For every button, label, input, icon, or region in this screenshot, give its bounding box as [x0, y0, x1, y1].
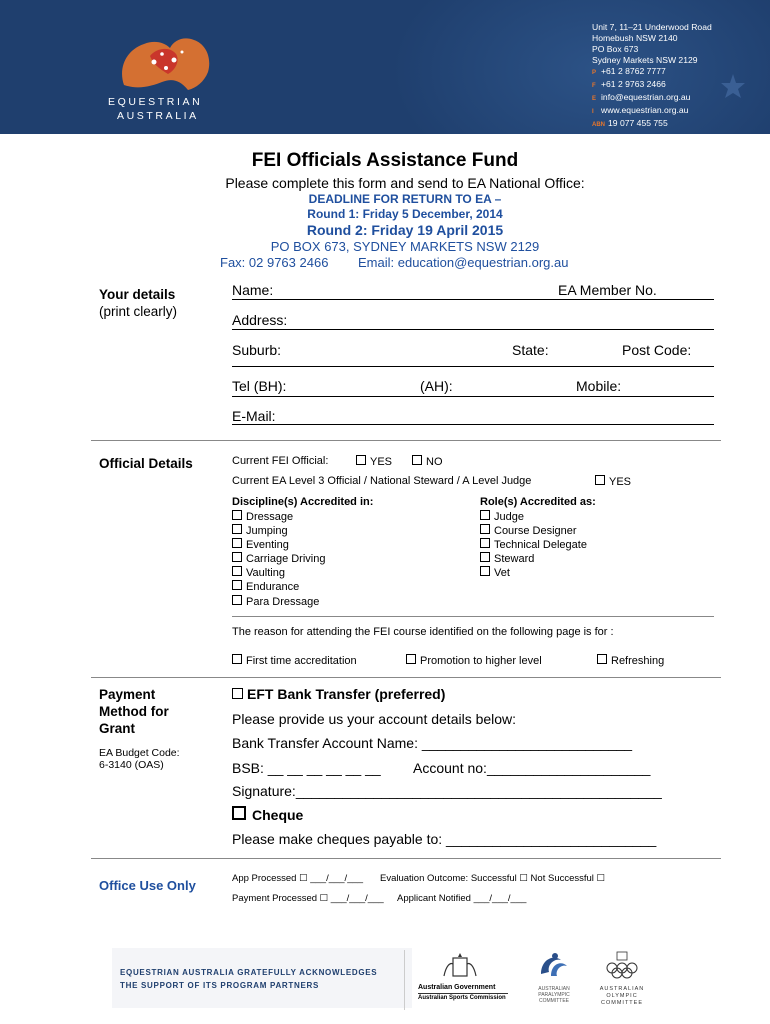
- partners-acknowledgement: EQUESTRIAN AUSTRALIA GRATEFULLY ACKNOWLEDGES THE SUPPORT OF ITS PROGRAM PARTNERS: [120, 968, 378, 990]
- address-line: Sydney Markets NSW 2129: [592, 55, 698, 65]
- email-line: Email: education@equestrian.org.au: [358, 255, 569, 270]
- address-line: PO Box 673: [592, 44, 639, 54]
- disciplines-heading: Discipline(s) Accredited in:: [232, 496, 374, 508]
- round1-deadline: Round 1: Friday 5 December, 2014: [307, 207, 503, 221]
- checkbox-icon: [480, 524, 490, 534]
- reason-promotion[interactable]: Promotion to higher level: [406, 654, 542, 667]
- tel-ah-label: (AH):: [420, 378, 453, 394]
- gov-line1: Australian Government: [418, 984, 496, 991]
- account-name-field[interactable]: Bank Transfer Account Name: ___________________________: [232, 735, 633, 751]
- fei-no-option[interactable]: NO: [412, 455, 443, 468]
- po-box: PO BOX 673, SYDNEY MARKETS NSW 2129: [270, 239, 540, 254]
- reason-text: The reason for attending the FEI course identified on the following page is for :: [232, 626, 614, 638]
- org-name-line1: EQUESTRIAN: [108, 96, 203, 108]
- suburb-field[interactable]: [232, 366, 714, 367]
- mobile-label: Mobile:: [576, 378, 622, 394]
- evaluation-outcome: Evaluation Outcome: Successful ☐ Not Successful ☐: [380, 873, 606, 884]
- coat-of-arms-icon: [440, 952, 480, 982]
- instruction-text: Please complete this form and send to EA National Office:: [225, 175, 585, 191]
- postcode-label: Post Code:: [622, 342, 692, 358]
- checkbox-icon: [232, 688, 243, 699]
- app-processed: App Processed ☐ ___/___/___: [232, 873, 364, 884]
- olympic-rings-icon: [602, 950, 642, 984]
- discipline-vaulting[interactable]: Vaulting: [232, 566, 325, 580]
- section-divider: [232, 616, 714, 617]
- roles-heading: Role(s) Accredited as:: [480, 496, 596, 508]
- role-course-designer[interactable]: Course Designer: [480, 524, 587, 538]
- checkbox-icon: [232, 595, 242, 605]
- payment-processed: Payment Processed ☐ ___/___/___: [232, 893, 384, 904]
- olympic-text: AUSTRALIAN OLYMPIC COMMITTEE: [599, 986, 645, 1006]
- name-field[interactable]: [232, 299, 714, 300]
- checkbox-icon: [232, 654, 242, 664]
- section-divider: [91, 858, 721, 859]
- phone-key: P: [592, 70, 597, 76]
- reason-refreshing[interactable]: Refreshing: [597, 654, 664, 667]
- discipline-jumping[interactable]: Jumping: [232, 524, 325, 538]
- round2-deadline: Round 2: Friday 19 April 2015: [306, 222, 504, 238]
- section-divider: [91, 440, 721, 441]
- account-number-field[interactable]: Account no:_____________________: [413, 760, 651, 776]
- checkbox-icon: [232, 566, 242, 576]
- email-key: E: [592, 96, 597, 102]
- paralympic-text: AUSTRALIAN PARALYMPIC COMMITTEE: [538, 986, 570, 1004]
- your-details-heading: Your details: [99, 287, 176, 302]
- fei-yes-option[interactable]: YES: [356, 455, 392, 468]
- account-details-note: Please provide us your account details below:: [232, 711, 517, 727]
- disciplines-list: [232, 510, 325, 609]
- gov-rule: [418, 993, 508, 994]
- star-icon: [718, 72, 748, 102]
- member-no-label: EA Member No.: [558, 282, 657, 298]
- name-label: Name:: [232, 282, 274, 298]
- gov-line2: Australian Sports Commission: [418, 995, 506, 1001]
- abn-key: ABN: [592, 122, 605, 128]
- current-fei-label: Current FEI Official:: [232, 455, 329, 467]
- checkbox-icon: [232, 538, 242, 548]
- checkbox-icon: [232, 510, 242, 520]
- suburb-label: Suburb:: [232, 342, 282, 358]
- checkbox-icon: [406, 654, 416, 664]
- discipline-endurance[interactable]: Endurance: [232, 580, 325, 594]
- payment-heading: Payment Method for Grant: [99, 687, 169, 736]
- checkbox-icon: [232, 552, 242, 562]
- header-email: info@equestrian.org.au: [601, 92, 691, 102]
- email-label: E-Mail:: [232, 408, 276, 424]
- address-label: Address:: [232, 312, 288, 328]
- deadline-heading: DEADLINE FOR RETURN TO EA –: [308, 192, 502, 206]
- discipline-eventing[interactable]: Eventing: [232, 538, 325, 552]
- bsb-field[interactable]: BSB: __ __ __ __ __ __: [232, 760, 381, 776]
- letterhead-banner: [0, 0, 770, 134]
- budget-code: EA Budget Code: 6-3140 (OAS): [99, 747, 180, 771]
- reason-first-time[interactable]: First time accreditation: [232, 654, 357, 667]
- phone-number: +61 2 8762 7777: [601, 66, 666, 76]
- role-steward[interactable]: Steward: [480, 552, 587, 566]
- discipline-para-dressage[interactable]: Para Dressage: [232, 595, 325, 609]
- checkbox-icon: [232, 806, 246, 820]
- fax-line: Fax: 02 9763 2466: [220, 255, 329, 270]
- role-technical-delegate[interactable]: Technical Delegate: [480, 538, 587, 552]
- cheque-payable-field[interactable]: Please make cheques payable to: ___________________________: [232, 831, 657, 847]
- checkbox-icon: [480, 566, 490, 576]
- form-title: FEI Officials Assistance Fund: [251, 150, 519, 171]
- address-line: Homebush NSW 2140: [592, 33, 678, 43]
- cheque-option[interactable]: Cheque: [232, 806, 303, 823]
- address-field[interactable]: [232, 329, 714, 330]
- web-key: I: [592, 109, 594, 115]
- email-field[interactable]: [232, 424, 714, 425]
- address-line: Unit 7, 11–21 Underwood Road: [592, 22, 712, 32]
- office-use-heading: Office Use Only: [99, 878, 196, 893]
- checkbox-icon: [480, 510, 490, 520]
- role-judge[interactable]: Judge: [480, 510, 587, 524]
- official-details-heading: Official Details: [99, 456, 193, 471]
- checkbox-icon: [595, 475, 605, 485]
- level3-label: Current EA Level 3 Official / National Steward / A Level Judge: [232, 475, 532, 487]
- office-address-block: [592, 22, 712, 131]
- signature-field[interactable]: Signature:_______________________________________________: [232, 783, 662, 799]
- eft-option[interactable]: EFT Bank Transfer (preferred): [232, 686, 445, 702]
- footer-divider: [404, 950, 405, 1010]
- checkbox-icon: [412, 455, 422, 465]
- print-clearly-note: (print clearly): [99, 304, 178, 319]
- fax-key: F: [592, 83, 596, 89]
- discipline-dressage[interactable]: Dressage: [232, 510, 325, 524]
- checkbox-icon: [232, 524, 242, 534]
- equestrian-australia-logo: [110, 30, 220, 98]
- org-name-line2: AUSTRALIA: [117, 110, 199, 122]
- section-divider: [91, 677, 721, 678]
- roles-list: [480, 510, 587, 580]
- phone-field[interactable]: [232, 396, 714, 397]
- applicant-notified: Applicant Notified ___/___/___: [397, 893, 527, 904]
- checkbox-icon: [480, 538, 490, 548]
- abn-number: 19 077 455 755: [608, 118, 668, 128]
- level3-yes-option[interactable]: YES: [595, 475, 631, 488]
- checkbox-icon: [356, 455, 366, 465]
- checkbox-icon: [597, 654, 607, 664]
- paralympic-logo-icon: [535, 950, 571, 982]
- discipline-carriage-driving[interactable]: Carriage Driving: [232, 552, 325, 566]
- header-website: www.equestrian.org.au: [601, 105, 689, 115]
- state-label: State:: [512, 342, 549, 358]
- tel-bh-label: Tel (BH):: [232, 378, 287, 394]
- fax-number: +61 2 9763 2466: [601, 79, 666, 89]
- role-vet[interactable]: Vet: [480, 566, 587, 580]
- checkbox-icon: [480, 552, 490, 562]
- checkbox-icon: [232, 580, 242, 590]
